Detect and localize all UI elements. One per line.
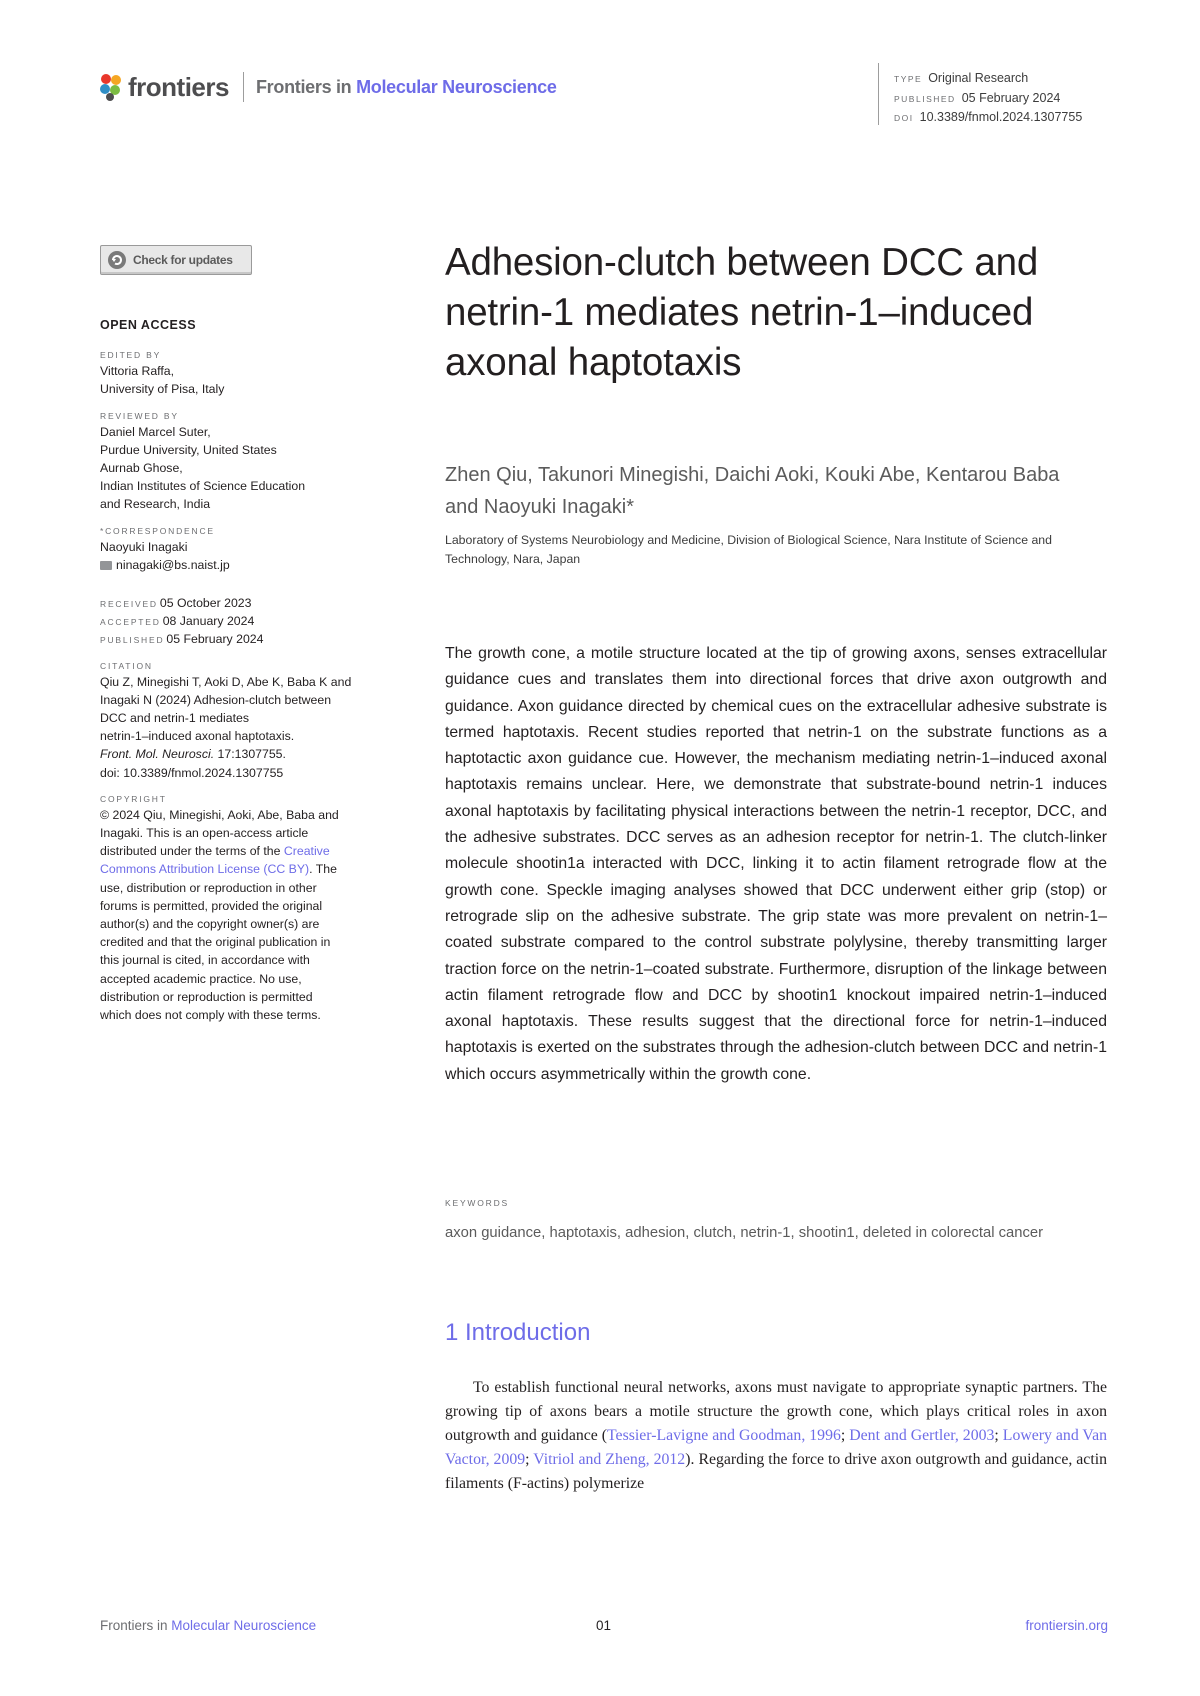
correspondence: *CORRESPONDENCE Naoyuki Inagaki ninagaki@bs.naist.jp — [100, 525, 230, 572]
section-heading-introduction: 1 Introduction — [445, 1319, 591, 1346]
keywords: axon guidance, haptotaxis, adhesion, clutch, netrin-1, shootin1, deleted in colorectal cancer — [445, 1225, 1044, 1241]
citation-doi-link[interactable]: doi: 10.3389/fnmol.2024.1307755 — [100, 765, 284, 780]
author-list: Zhen Qiu, Takunori Minegishi, Daichi Aoki, Kouki Abe, Kentarou Baba and Naoyuki Inagaki* — [445, 464, 1060, 518]
edited-by: EDITED BY Vittoria Raffa, University of Pisa, Italy — [100, 350, 225, 397]
reference-link[interactable]: Vitriol and Zheng, 2012 — [533, 1451, 686, 1468]
frontiers-logo-icon — [99, 73, 123, 101]
meta-divider — [878, 63, 879, 125]
copyright: COPYRIGHT © 2024 Qiu, Minegishi, Aoki, Abe, Baba and Inagaki. This is an open-access article distributed under the terms of the Creative Commons Attribution License (CC BY). The use, distribution or reproduction in other forums is permitted, provided the original author(s) and the copyright owner(s) are credited and that the original publication in this journal is cited, in accordance with accepted academic practice. No use, distribution or reproduction is permitted which does not comply with these terms. — [100, 793, 339, 1023]
citation: CITATION Qiu Z, Minegishi T, Aoki D, Abe K, Baba K and Inagaki N (2024) Adhesion-clutch between DCC and netrin-1 mediates netrin-1–induced axonal haptotaxis. Front. Mol. Neurosci. 17:1307755. doi: 10.3389/fnmol.2024.1307755 — [100, 659, 385, 782]
reference-link[interactable]: Tessier-Lavigne and Goodman, 1996 — [607, 1427, 841, 1444]
reference-link[interactable]: Lowery and Van Vactor, 2009 — [445, 1427, 1107, 1468]
introduction-paragraph: To establish functional neural networks, axons must navigate to appropriate synaptic partners. The growing tip of axons bears a motile structure the growth cone, which plays critical roles in axon outgrowth and guidance (Tessier-Lavigne and Goodman, 1996; Dent and Gertler, 2003; Lowery and Van Vactor, 2009; Vitriol and Zheng, 2012). Regarding the force to drive axon outgrowth and guidance, actin filaments (F-actins) polymerize — [445, 1379, 1107, 1492]
keywords-label: KEYWORDS — [445, 1198, 509, 1208]
license-link-cont[interactable]: Commons Attribution License (CC BY) — [100, 862, 310, 877]
article-dates: RECEIVED 05 October 2023 ACCEPTED 08 January 2024 PUBLISHED 05 February 2024 — [100, 596, 264, 647]
doi-link[interactable]: 10.3389/fnmol.2024.1307755 — [919, 110, 1083, 124]
journal-name-header: Frontiers in Molecular Neuroscience — [255, 76, 557, 97]
article-title: Adhesion-clutch between DCC and netrin-1 mediates netrin-1–induced axonal haptotaxis — [445, 241, 1039, 384]
license-link[interactable]: Creative — [283, 844, 330, 859]
frontiers-brand[interactable] — [99, 69, 557, 105]
page-number: 01 — [596, 1618, 612, 1633]
footer-site-link[interactable]: frontiersin.org — [1025, 1618, 1108, 1633]
reference-link[interactable]: Dent and Gertler, 2003 — [849, 1427, 995, 1444]
check-for-updates-label: Check for updates — [133, 253, 233, 267]
brand-wordmark: frontiers — [128, 71, 229, 102]
footer-journal: Frontiers in Molecular Neuroscience — [100, 1618, 317, 1633]
reviewed-by: REVIEWED BY Daniel Marcel Suter, Purdue University, United States Aurnab Ghose, Indian Institutes of Science Education and Research, India — [100, 410, 306, 512]
brand-divider — [243, 72, 244, 102]
affiliation: Laboratory of Systems Neurobiology and Medicine, Division of Biological Science, Nara Institute of Science and Technology, Nara, Japan — [445, 533, 1052, 566]
sidebar — [100, 316, 385, 1034]
mail-icon — [100, 561, 112, 570]
published-date: 05 February 2024 — [961, 90, 1061, 105]
abstract: The growth cone, a motile structure located at the tip of growing axons, senses extracellular guidance cues and translates them into directional forces that drive axon outgrowth and guidance. Axon guidance directed by chemical cues on the extracellular adhesive substrate is termed haptotaxis. Recent studies reported that netrin-1 on the substrate functions as a haptotactic axon guidance cue. However, the mechanism mediating netrin-1–induced axonal haptotaxis remains unclear. Here, we demonstrate that substrate-bound netrin-1 induces axonal haptotaxis by facilitating physical interactions between the netrin-1 receptor, DCC, and the adhesive substrates. DCC serves as an adhesion receptor for netrin-1. The clutch-linker molecule shootin1a interacted with DCC, linking it to actin filament retrograde flow at the growth cone. Speckle imaging analyses showed that DCC underwent either grip (stop) or retrograde slip on the adhesive substrate. The grip state was more prevalent on netrin-1–coated substrate compared to the control substrate polylysine, thereby transmitting larger traction force on the netrin-1–coated substrate. Furthermore, disruption of the linkage between actin filament retrograde flow and DCC by shootin1 knockout impaired netrin-1–induced axonal haptotaxis. These results suggest that the directional force for netrin-1–induced haptotaxis is exerted on the substrates through the adhesion-clutch between DCC and netrin-1 which occurs asymmetrically within the growth cone. — [445, 645, 1107, 1083]
open-access-label: OPEN ACCESS — [100, 318, 197, 332]
article-type: Original Research — [928, 71, 1029, 85]
correspondence-email-link[interactable]: ninagaki@bs.naist.jp — [116, 557, 230, 572]
check-for-updates-button[interactable] — [100, 245, 252, 275]
article-meta: TYPE Original Research PUBLISHED 05 February 2024 DOI 10.3389/fnmol.2024.1307755 — [894, 71, 1083, 124]
refresh-icon — [107, 250, 127, 270]
